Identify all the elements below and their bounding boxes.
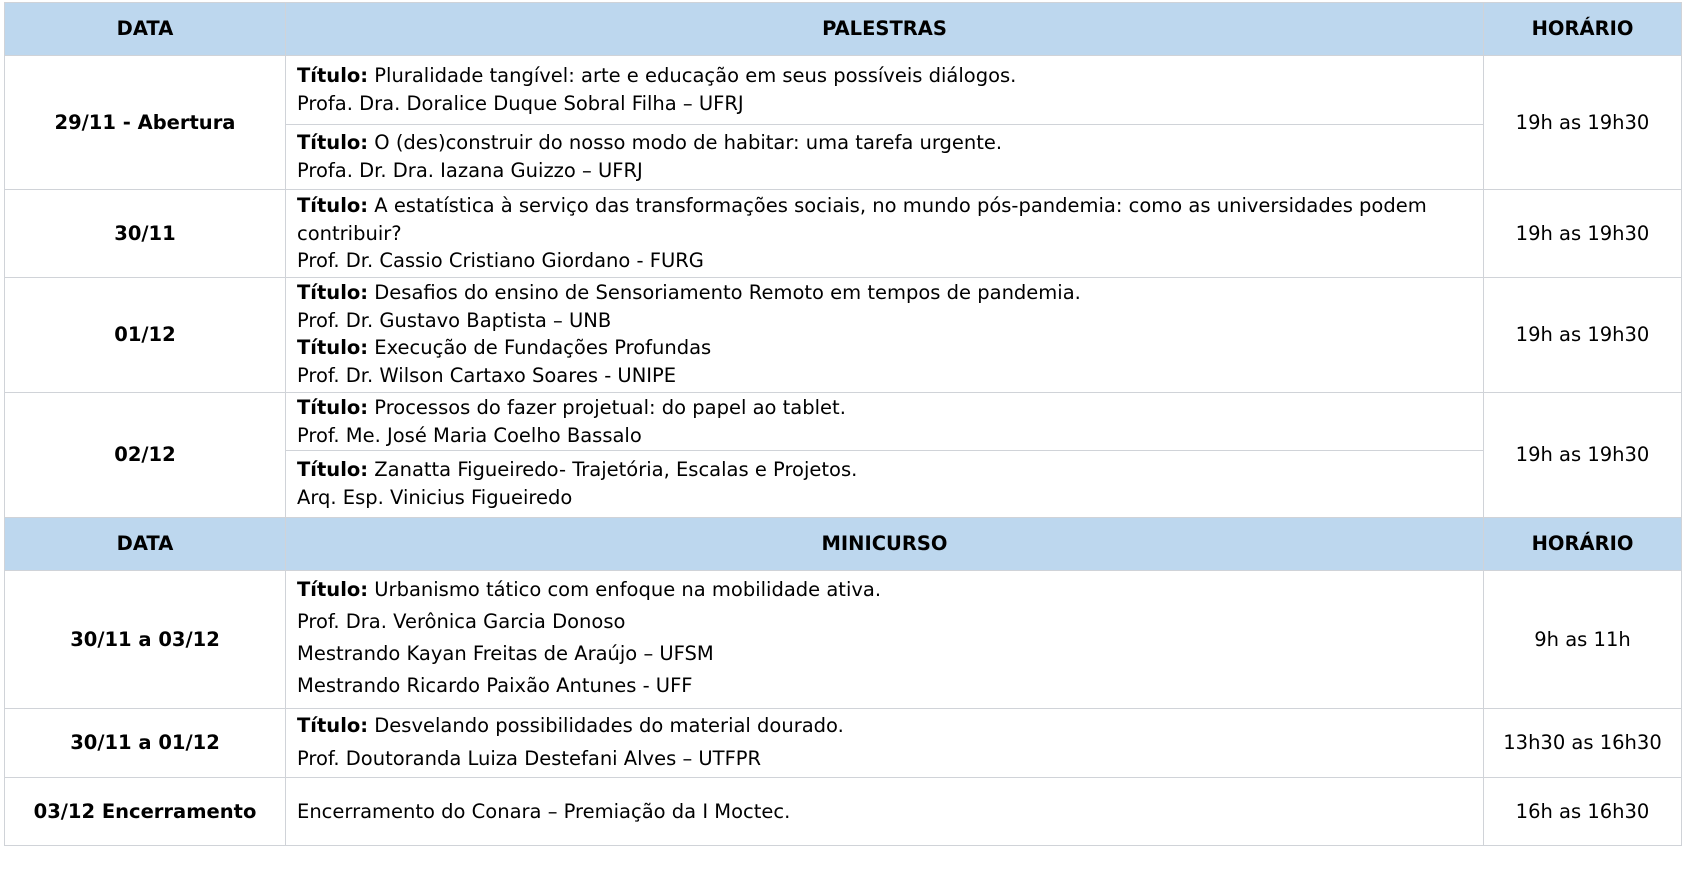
minicurso-row [5, 571, 1682, 709]
palestra-row [5, 190, 1682, 278]
course-person: Mestrando Kayan Freitas de Araújo – UFSM [297, 642, 714, 665]
minicurso-header-row [5, 518, 1682, 571]
course-title-line [297, 574, 1471, 606]
title-label: Título: [297, 336, 369, 360]
talk-speaker: Prof. Dr. Gustavo Baptista – UNB [297, 308, 612, 332]
header-minicurso: MINICURSO [286, 518, 1484, 571]
closing-date: 03/12 Encerramento [5, 778, 286, 846]
course-person: Prof. Dra. Verônica Garcia Donoso [297, 610, 626, 633]
talk-title-line [297, 62, 1471, 90]
talk-speaker: Prof. Dr. Wilson Cartaxo Soares - UNIPE [297, 364, 677, 388]
talk-title: O (des)construir do nosso modo de habitar: uma tarefa urgente. [368, 131, 1003, 154]
title-label: Título: [297, 714, 369, 737]
course-person: Mestrando Ricardo Paixão Antunes - UFF [297, 674, 693, 697]
talk-speaker: Prof. Me. José Maria Coelho Bassalo [297, 423, 642, 447]
course-time: 13h30 as 16h30 [1484, 709, 1682, 778]
talk-title: Pluralidade tangível: arte e educação em seus possíveis diálogos. [368, 64, 1017, 87]
talk-title-line [297, 129, 1471, 157]
talk-speaker: Prof. Dr. Cassio Cristiano Giordano - FURG [297, 249, 704, 273]
session-time: 19h as 19h30 [1484, 56, 1682, 190]
session-time: 19h as 19h30 [1484, 393, 1682, 518]
palestras-header-row [5, 3, 1682, 56]
title-label: Título: [297, 64, 369, 87]
talk-title-line [297, 456, 1471, 484]
talk-speaker: Profa. Dr. Dra. Iazana Guizzo – UFRJ [297, 158, 643, 182]
talk-title-line [297, 334, 1471, 362]
encerramento-row [5, 778, 1682, 846]
palestra-row [5, 393, 1682, 451]
header-palestras: PALESTRAS [286, 3, 1484, 56]
talk-title-line [297, 394, 1471, 422]
course-cell [286, 571, 1484, 709]
closing-time: 16h as 16h30 [1484, 778, 1682, 846]
title-label: Título: [297, 281, 369, 304]
course-date: 30/11 a 03/12 [5, 571, 286, 709]
title-label: Título: [297, 131, 369, 154]
talk-title-line [297, 192, 1471, 247]
minicurso-row [5, 709, 1682, 778]
title-label: Título: [297, 578, 369, 601]
talk-cell [286, 125, 1484, 190]
talk-cell [286, 56, 1484, 125]
session-time: 19h as 19h30 [1484, 278, 1682, 393]
talk-title-line [297, 279, 1471, 307]
talk-cell [286, 278, 1484, 393]
header-data: DATA [5, 3, 286, 56]
session-date: 02/12 [5, 393, 286, 518]
header-data: DATA [5, 518, 286, 571]
session-date: 30/11 [5, 190, 286, 278]
schedule-table [4, 2, 1682, 846]
talk-speaker: Arq. Esp. Vinicius Figueiredo [297, 485, 573, 509]
course-date: 30/11 a 01/12 [5, 709, 286, 778]
course-title: Urbanismo tático com enfoque na mobilidade ativa. [368, 578, 882, 601]
talk-speaker: Profa. Dra. Doralice Duque Sobral Filha – UFRJ [297, 91, 744, 115]
header-horario: HORÁRIO [1484, 518, 1682, 571]
closing-description: Encerramento do Conara – Premiação da I Moctec. [286, 778, 1484, 846]
session-date: 01/12 [5, 278, 286, 393]
course-title: Desvelando possibilidades do material dourado. [368, 714, 844, 737]
talk-title: Execução de Fundações Profundas [368, 336, 712, 360]
header-horario: HORÁRIO [1484, 3, 1682, 56]
title-label: Título: [297, 396, 369, 419]
course-cell [286, 709, 1484, 778]
talk-cell [286, 190, 1484, 278]
talk-title: A estatística à serviço das transformações sociais, no mundo pós-pandemia: como as universidades podem contribuir? [297, 194, 1427, 245]
talk-title: Desafios do ensino de Sensoriamento Remoto em tempos de pandemia. [368, 281, 1081, 304]
talk-cell [286, 451, 1484, 518]
course-title-line [297, 709, 1471, 742]
talk-title: Processos do fazer projetual: do papel ao tablet. [368, 396, 846, 419]
title-label: Título: [297, 458, 369, 481]
session-time: 19h as 19h30 [1484, 190, 1682, 278]
session-date: 29/11 - Abertura [5, 56, 286, 190]
palestra-row [5, 278, 1682, 393]
course-person: Prof. Doutoranda Luiza Destefani Alves – UTFPR [297, 747, 762, 770]
course-time: 9h as 11h [1484, 571, 1682, 709]
talk-title: Zanatta Figueiredo- Trajetória, Escalas e Projetos. [368, 458, 858, 481]
talk-cell [286, 393, 1484, 451]
palestra-row [5, 56, 1682, 125]
title-label: Título: [297, 194, 369, 217]
